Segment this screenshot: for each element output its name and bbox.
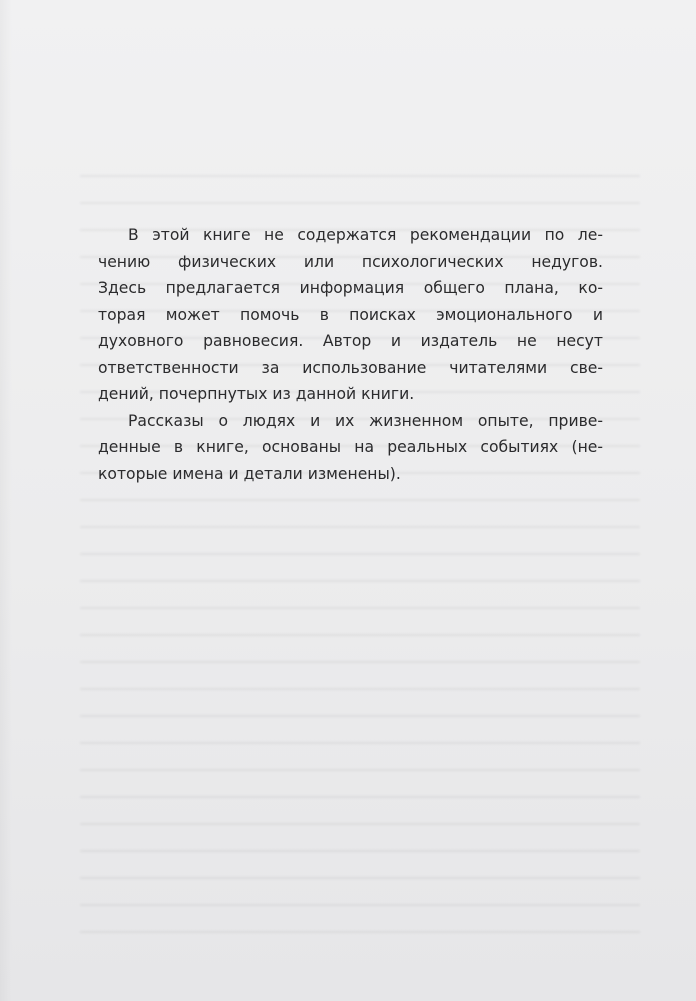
text-line: Здесь предлагается информация общего плана, ко- — [98, 279, 603, 297]
text-line: Рассказы о людях и их жизненном опыте, приве- — [128, 411, 603, 430]
text-line: чению физических или психологических недугов. — [98, 252, 603, 271]
disclaimer-notice — [98, 222, 603, 487]
text-line: ответственности за использование читателями све- — [98, 358, 603, 377]
text-line: торая может помочь в поисках эмоционального и — [98, 305, 603, 324]
text-line: дений, почерпнутых из данной книги. — [98, 385, 415, 403]
disclaimer-paragraph — [98, 222, 603, 408]
text-line: денные в книге, основаны на реальных событиях (не- — [98, 438, 603, 456]
text-line: которые имена и детали изменены). — [98, 464, 401, 483]
stories-paragraph — [98, 408, 603, 488]
text-line: духовного равновесия. Автор и издатель не несут — [98, 332, 603, 350]
text-line: В этой книге не содержатся рекомендации по ле- — [128, 226, 603, 244]
